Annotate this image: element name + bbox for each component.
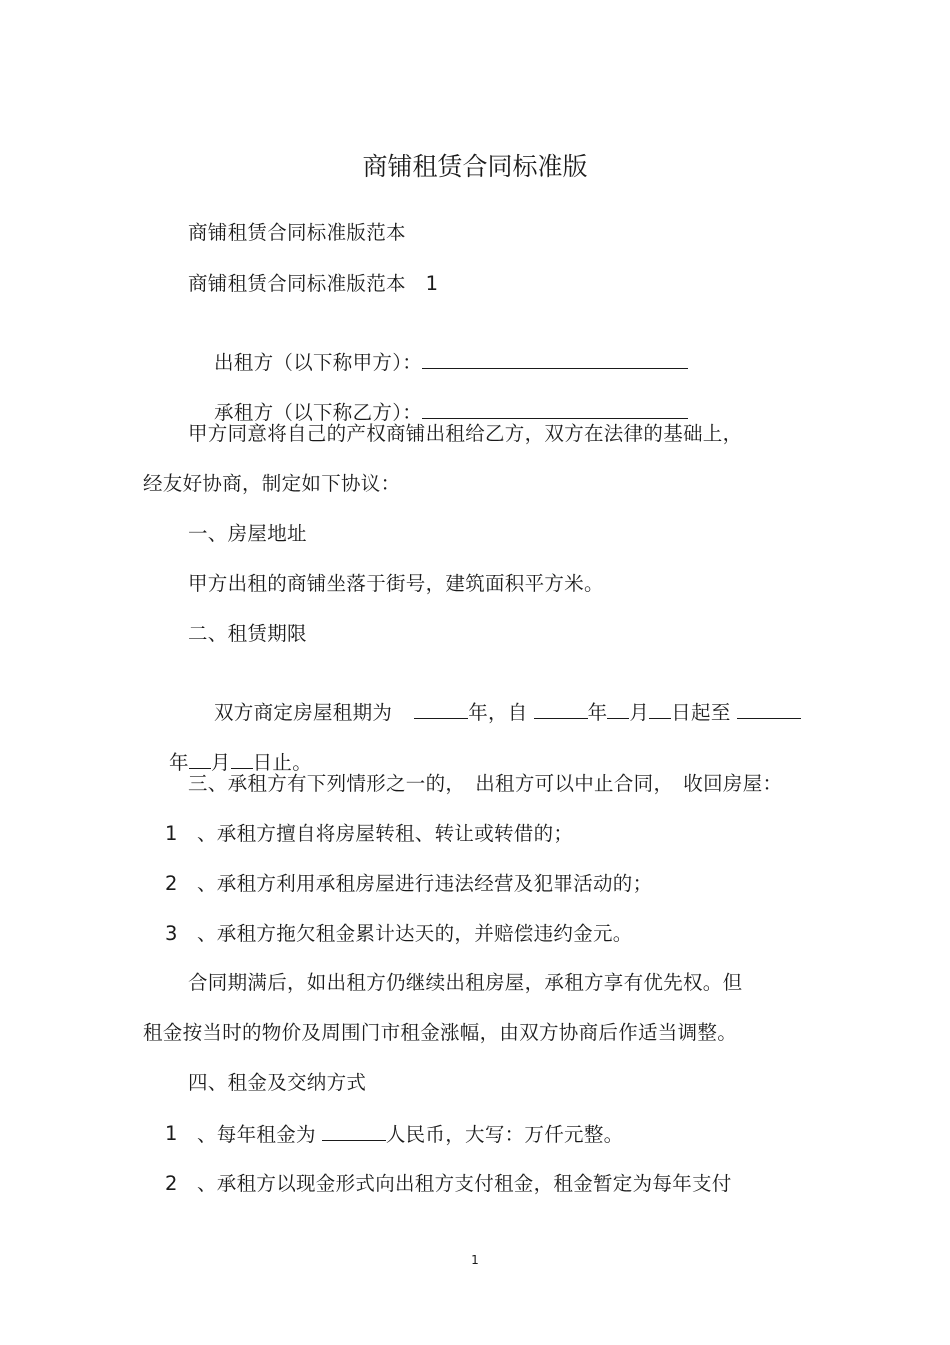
section3-item-text: 、承租方拖欠租金累计达天的，并赔偿违约金元。	[197, 922, 633, 945]
intro-paragraph-line1: 甲方同意将自己的产权商铺出租给乙方，双方在法律的基础上，	[188, 422, 743, 445]
section3-heading: 三、承租方有下列情形之一的， 出租方可以中止合同， 收回房屋：	[188, 772, 783, 795]
term-year-unit: 年，自	[468, 701, 528, 724]
lessee-blank	[422, 398, 688, 419]
end-month-blank	[189, 748, 211, 769]
start-year-blank	[534, 698, 588, 719]
section1-heading: 一、房屋地址	[188, 522, 307, 545]
document-subtitle: 商铺租赁合同标准版范本	[188, 221, 406, 244]
rent-item-prefix: 、每年租金为	[197, 1123, 316, 1146]
section3-item-text: 、承租方利用承租房屋进行违法经营及犯罪活动的；	[197, 872, 653, 895]
section4-heading: 四、租金及交纳方式	[188, 1071, 367, 1094]
term-years-blank	[414, 698, 468, 719]
section3-item-number: 1	[165, 822, 178, 845]
end-month-unit: 月	[210, 751, 231, 774]
rent-item-text: 、承租方以现金形式向出租方支付租金，租金暂定为每年支付	[197, 1172, 732, 1195]
renewal-paragraph-line1: 合同期满后，如出租方仍继续出租房屋，承租方享有优先权。但	[188, 971, 743, 994]
end-day-unit: 日止。	[252, 751, 313, 774]
document-title: 商铺租赁合同标准版	[362, 152, 588, 181]
section3-item-number: 3	[165, 922, 178, 945]
start-year-unit: 年	[587, 701, 608, 724]
end-day-blank	[231, 748, 253, 769]
start-month-unit: 月	[629, 701, 650, 724]
lessor-label: 出租方（以下称甲方）：	[214, 351, 423, 374]
lessee-label: 承租方（以下称乙方）：	[214, 401, 423, 424]
start-month-blank	[607, 698, 629, 719]
section3-item-number: 2	[165, 872, 178, 895]
page-number: 1	[471, 1253, 479, 1267]
start-day-blank	[649, 698, 671, 719]
term-prefix: 双方商定房屋租期为	[214, 701, 393, 724]
intro-paragraph-line2: 经友好协商，制定如下协议：	[143, 472, 401, 495]
rent-item-number: 2	[165, 1172, 178, 1195]
start-day-unit: 日起至	[671, 701, 731, 724]
lessor-blank	[422, 348, 688, 369]
section1-text: 甲方出租的商铺坐落于街号，建筑面积平方米。	[188, 572, 604, 595]
rent-item-text	[197, 1120, 623, 1149]
end-year-blank	[737, 698, 801, 719]
rent-item-suffix: 人民币，大写：万仟元整。	[385, 1123, 624, 1146]
end-year-unit: 年	[169, 751, 189, 774]
rent-item-number: 1	[165, 1122, 178, 1145]
annual-rent-blank	[322, 1120, 386, 1141]
renewal-paragraph-line2: 租金按当时的物价及周围门市租金涨幅，由双方协商后作适当调整。	[143, 1021, 738, 1044]
section3-item-text: 、承租方擅自将房屋转租、转让或转借的；	[197, 822, 574, 845]
section2-heading: 二、租赁期限	[188, 622, 307, 645]
document-subtitle-numbered: 商铺租赁合同标准版范本 1	[188, 272, 439, 295]
